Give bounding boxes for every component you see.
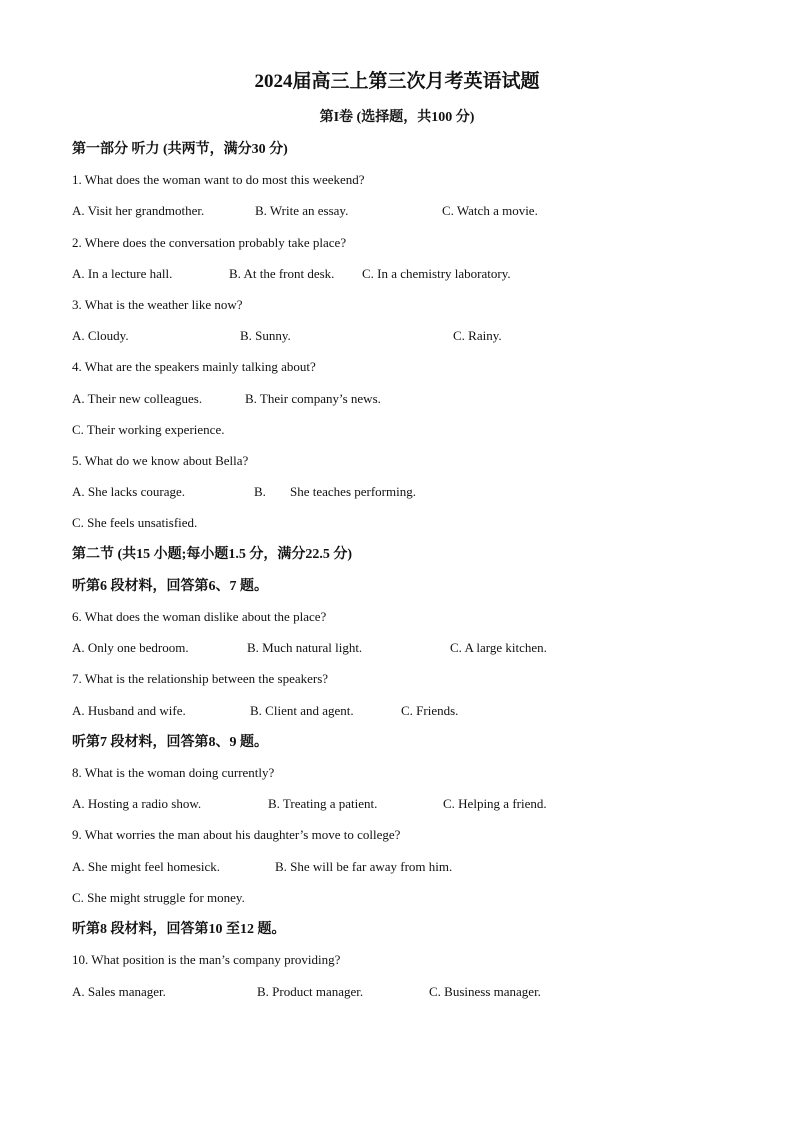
question-8-options — [72, 796, 712, 812]
question-5-options — [72, 484, 712, 500]
question-3-option-b: B. Sunny. — [240, 328, 291, 343]
question-7-stem: 7. What is the relationship between the speakers? — [72, 671, 329, 686]
question-10-stem: 10. What position is the man’s company providing? — [72, 952, 341, 967]
question-6-option-b: B. Much natural light. — [247, 640, 363, 655]
question-6-option-a: A. Only one bedroom. — [72, 640, 189, 655]
question-6-stem: 6. What does the woman dislike about the place? — [72, 609, 327, 624]
question-8-option-c: C. Helping a friend. — [443, 796, 547, 811]
question-6-option-c: C. A large kitchen. — [450, 640, 547, 655]
question-3-option-c: C. Rainy. — [453, 328, 502, 343]
question-4-option-a: A. Their new colleagues. — [72, 391, 203, 406]
question-2-option-b: B. At the front desk. — [229, 266, 335, 281]
question-10-option-b: B. Product manager. — [257, 984, 364, 999]
question-9-options — [72, 859, 712, 875]
part1-heading: 第一部分 听力 (共两节，满分30 分) — [72, 142, 288, 157]
question-7-option-a: A. Husband and wife. — [72, 703, 186, 718]
exam-title: 2024届高三上第三次月考英语试题 — [254, 71, 540, 92]
question-1-option-c: C. Watch a movie. — [442, 203, 538, 218]
passage-8-instruction: 听第8 段材料，回答第10 至12 题。 — [72, 922, 286, 937]
question-4-stem: 4. What are the speakers mainly talking about? — [72, 359, 316, 374]
question-8-option-a: A. Hosting a radio show. — [72, 796, 202, 811]
question-3-option-a: A. Cloudy. — [72, 328, 129, 343]
question-5-option-a: A. She lacks courage. — [72, 484, 185, 499]
question-1-option-a: A. Visit her grandmother. — [72, 203, 205, 218]
question-2-options — [72, 266, 712, 282]
section2-heading: 第二节 (共15 小题;每小题1.5 分，满分22.5 分) — [72, 547, 352, 562]
question-4-options — [72, 391, 712, 407]
volume-subtitle: 第I卷 (选择题，共100 分) — [319, 110, 475, 125]
passage-6-instruction: 听第6 段材料，回答第6、7 题。 — [72, 579, 268, 594]
question-3-stem: 3. What is the weather like now? — [72, 297, 243, 312]
question-8-option-b: B. Treating a patient. — [268, 796, 378, 811]
question-5-stem: 5. What do we know about Bella? — [72, 453, 249, 468]
passage-7-instruction: 听第7 段材料，回答第8、9 题。 — [72, 735, 268, 750]
question-1-option-b: B. Write an essay. — [255, 203, 349, 218]
question-6-options — [72, 640, 712, 656]
question-9-option-c: C. She might struggle for money. — [72, 890, 245, 905]
question-7-option-c: C. Friends. — [401, 703, 459, 718]
question-5-option-b-letter: B. — [254, 484, 266, 499]
question-3-options — [72, 328, 712, 344]
question-9-stem: 9. What worries the man about his daughter’s move to college? — [72, 827, 401, 842]
question-9-option-a: A. She might feel homesick. — [72, 859, 221, 874]
question-8-stem: 8. What is the woman doing currently? — [72, 765, 275, 780]
question-7-options — [72, 703, 712, 719]
question-9-option-b: B. She will be far away from him. — [275, 859, 453, 874]
question-2-option-a: A. In a lecture hall. — [72, 266, 173, 281]
question-7-option-b: B. Client and agent. — [250, 703, 354, 718]
question-1-stem: 1. What does the woman want to do most this weekend? — [72, 172, 365, 187]
question-4-option-b: B. Their company’s news. — [245, 391, 381, 406]
question-2-stem: 2. Where does the conversation probably take place? — [72, 235, 347, 250]
question-10-option-c: C. Business manager. — [429, 984, 541, 999]
question-10-options — [72, 984, 712, 1000]
question-2-option-c: C. In a chemistry laboratory. — [362, 266, 511, 281]
question-5-option-c: C. She feels unsatisfied. — [72, 515, 198, 530]
question-5-option-b-text: She teaches performing. — [290, 484, 416, 499]
question-10-option-a: A. Sales manager. — [72, 984, 166, 999]
question-4-option-c: C. Their working experience. — [72, 422, 225, 437]
question-1-options — [72, 203, 712, 219]
